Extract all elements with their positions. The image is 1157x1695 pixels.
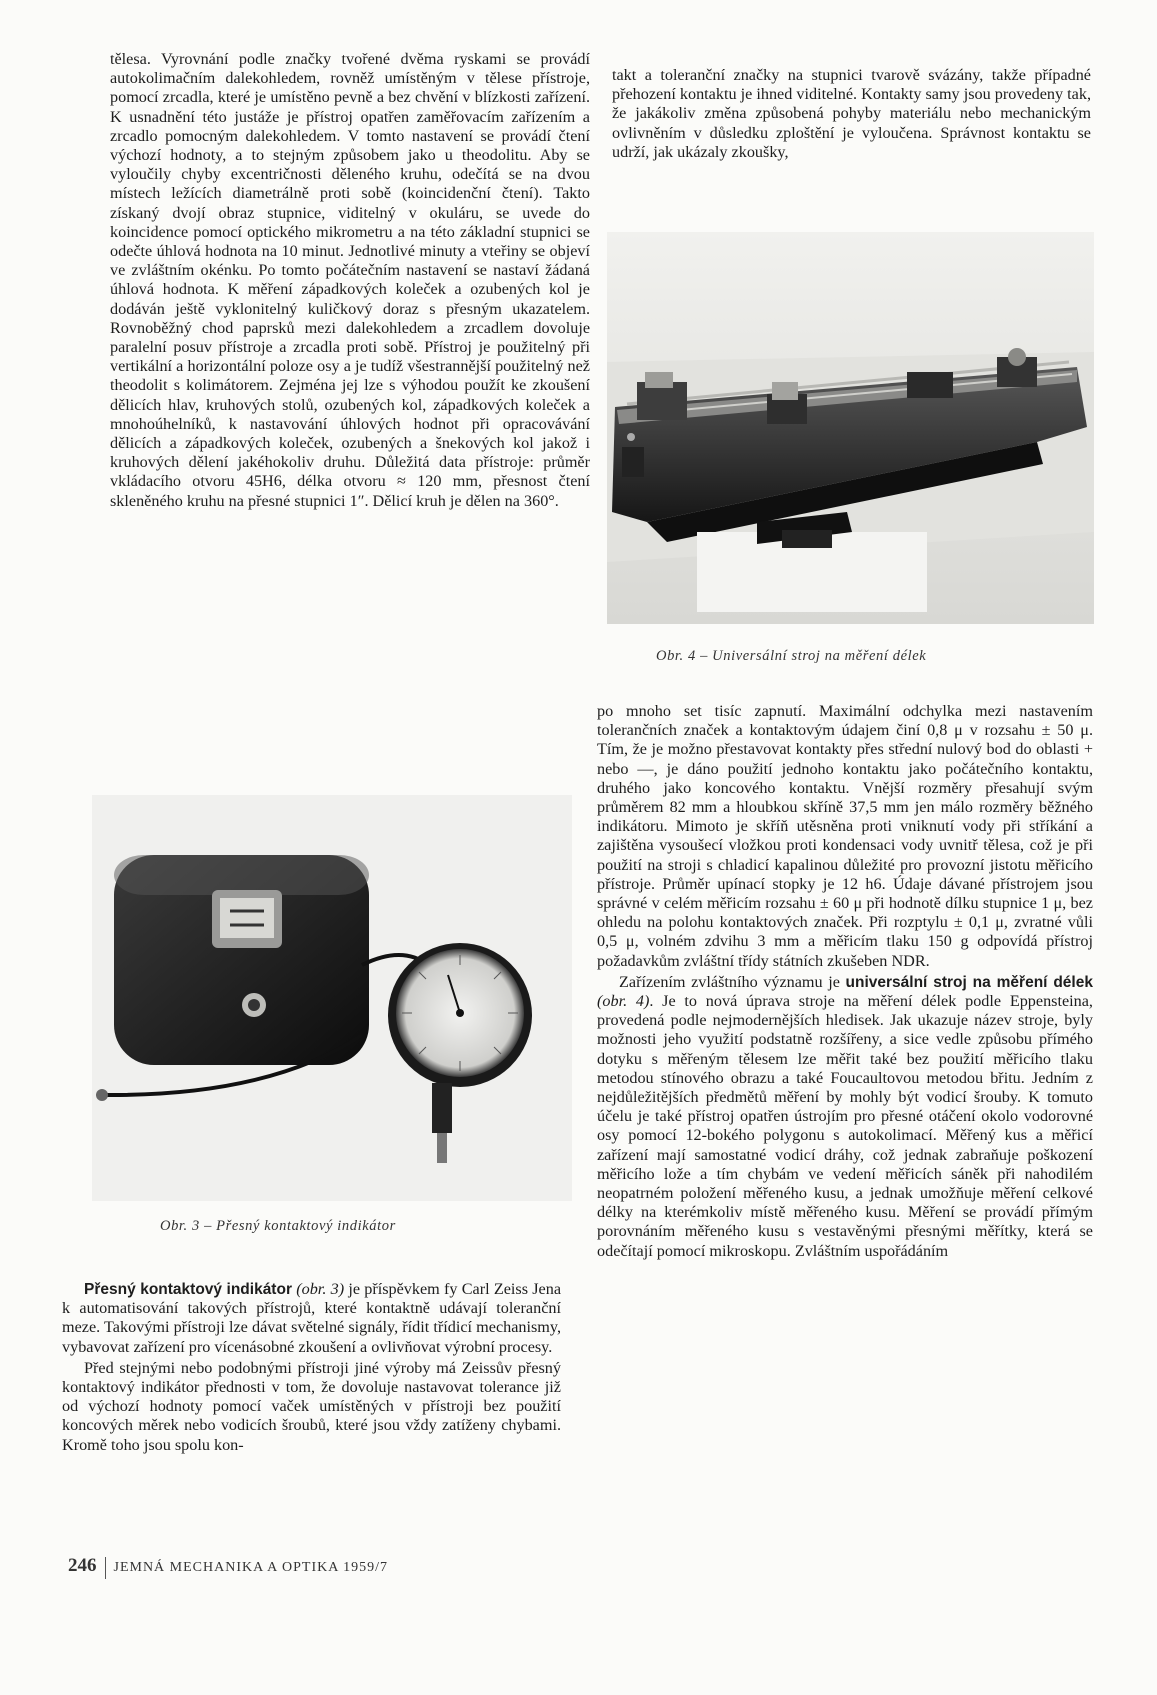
right-column-bottom-text [597, 702, 1093, 1261]
figure-4-caption: Obr. 4 – Universální stroj na měření délek [656, 648, 927, 664]
bold-term: universální stroj na měření délek [845, 973, 1093, 991]
footer-divider [105, 1557, 106, 1579]
left-column-top-text [110, 50, 590, 511]
paragraph: tělesa. Vyrovnání podle značky tvořené dvěma ryskami se provádí autokolimačním dalekohledem, rovněž umístěným v tělese přístroje, pomocí zrcadla, které je umístěno pevně a bez chvění v blízkosti zařízení. K usnadnění této justáže je přístroj opatřen zaměřovacím zařízením a zrcadlo pomocným dalekohledem. V tomto nastavení se provádí čtení výchozí hodnoty, a to stejným způsobem jako u theodolitu. Aby se vyloučily chyby excentričnosti děleného kruhu, odečítá se na dvou místech ležících diametrálně proti sobě (koincidenční čtení). Takto získaný dvojí obraz stupnice, viditelný v okuláru, se uvede do koincidence pomocí optického mikrometru a na této základní stupnici se odečte úhlová hodnota na 10 minut. Jednotlivé minuty a vteřiny se objeví ve zvláštním okénku. Po tomto počátečním nastavení se nastaví žádaná úhlová hodnota. K měření západkových koleček a ozubených kol je dodáván ještě vyklonitelný kuličkový doraz s přesným ukazatelem. Rovnoběžný chod paprsků mezi dalekohledem a zrcadlem dovoluje paralelní posuv přístroje a zrcadla proti sobě. Přístroj je použitelný při vertikální a horizontální poloze osy a je tudíž všestrannější použitelný než theodolit s kolimátorem. Zejména jej lze s výhodou použít ke zkoušení dělicích hlav, kruhových stolů, ozubených kol, západkových koleček a mnohoúhelníků, k nastavování úhlových hodnot při opracovávání dělicích a západkových koleček, ozubených a šnekových kol jakož i kruhových dělení jakéhokoliv druhu. Důležitá data přístroje: průměr vkládacího otvoru 45H6, délka otvoru ≈ 120 mm, přesnost čtení skleněného kruhu na přesné stupnici 1″. Dělicí kruh je dělen na 360°. [110, 50, 590, 510]
paragraph: takt a toleranční značky na stupnici tvarově svázány, takže případné přehození kontaktu je ihned viditelné. Kontakty samy jsou provedeny tak, že jakákoliv změna způsobená pohyby materiálu nebo mechanickým ovlivněním v důsledku zploštění je vyloučena. Správnost kontaktu se udrží, jak ukázaly zkoušky, [612, 66, 1091, 161]
paragraph-text: . Je to nová úprava stroje na měření délek podle Eppensteina, provedená podle nejmodernějších hledisek. Jak ukazuje název stroje, byly možnosti jeho využití podstatně rozšířeny, a sice vedle způsobu přímého dotyku s měřeným tělesem lze měřit také bez použití měřicího tlaku metodou stínového obrazu a také Foucaultovou metodou břitu. Jedním z nejdůležitějších předmětů měření by mohly být vodicí šrouby. K tomuto účelu je také přístroj opatřen ústrojím pro přesné otáčení okolo vodorovné osy pomocí 12-bokého polygonu s autokolimací. Měřený kus a měřicí zařízení mají samostatné vodicí dráhy, což jednak zabraňuje poškození měřicího lože a tím chybám ve vedení měřicích sáněk při nahodilém neopatrném položení měřeného kusu, a jednak umožňuje měření celkové délky na kterémkoliv místě měřeného kusu. Měření se provádí přímým porovnáním měřeného kusu s vestavěnými přesnými měřítky, která se odečítají pomocí mikroskopu. Zvláštním uspořádáním [597, 992, 1093, 1260]
paragraph [597, 973, 1093, 1261]
right-column-top-text [612, 66, 1091, 162]
page-footer [68, 1555, 388, 1579]
paragraph-text: je příspěvkem fy Carl Zeiss Jena k automatisování takových přístrojů, které kontaktně udávají toleranční meze. Takovými přístroji lze dávat světelné signály, řídit třídicí mechanismy, vybavovat zařízení pro vícenásobné zkoušení a ovlivňovat výrobní procesy. [62, 1280, 562, 1356]
figure-reference: (obr. 3) [296, 1280, 345, 1298]
left-column-bottom-text [62, 1280, 561, 1455]
paragraph: Před stejnými nebo podobnými přístroji jiné výroby má Zeissův přesný kontaktový indikátor přednosti v tom, že dovoluje nastavovat tolerance již od výchozí hodnoty pomocí vaček umístěných v přístroji bez použití koncových měrek nebo vodicích šroubů, které jsou vždy zatíženy chybami. Kromě toho jsou spolu kon- [62, 1358, 561, 1454]
paragraph-lead: Zařízením zvláštního významu je [619, 972, 846, 991]
page-number: 246 [68, 1555, 97, 1576]
figure-reference: (obr. 4) [597, 992, 650, 1011]
figure-universal-length-measuring-machine [607, 232, 1094, 624]
journal-title: JEMNÁ MECHANIKA A OPTIKA 1959/7 [113, 1559, 388, 1575]
figure-precise-contact-indicator [92, 795, 572, 1201]
indicator-photo-image [92, 795, 572, 1201]
bold-term: Přesný kontaktový indikátor [84, 1281, 292, 1298]
machine-photo-image [607, 232, 1094, 624]
figure-3-caption: Obr. 3 – Přesný kontaktový indikátor [160, 1218, 396, 1234]
paragraph: po mnoho set tisíc zapnutí. Maximální odchylka mezi nastavením tolerančních značek a kontaktovým údajem činí 0,8 μ v rozsahu ± 50 μ. Tím, že je možno přestavovat kontakty přes střední nulový bod do oblasti + nebo —, je dáno použití jednoho kontaktu jako počátečního kontaktu, druhého jako koncového kontaktu. Vnější rozměry přesahují svým průměrem 82 mm a hloubkou skříně 37,5 mm jen málo rozměry běžného indikátoru. Mimoto je skříň utěsněna proti vniknutí vody při stříkání a zajištěna vysoušecí vložkou proti kondensaci vody uvnitř tělesa, což je při použití na stroji s chladicí kapalinou důležité pro provozní jistotu měřicího přístroje. Průměr upínací stopky je 12 h6. Údaje dávané přístrojem jsou správné v celém měřicím rozsahu ± 60 μ při hodnotě dílku stupnice 1 μ, bez ohledu na polohu kontaktových značek. Při rozptylu ± 0,1 μ, zvratné vůli 0,5 μ, volném zdvihu 3 mm a měřicím tlaku 150 g odpovídá přístroj požadavkům zvláštní třídy státních zkušeben NDR. [597, 702, 1093, 970]
paragraph [62, 1280, 561, 1357]
